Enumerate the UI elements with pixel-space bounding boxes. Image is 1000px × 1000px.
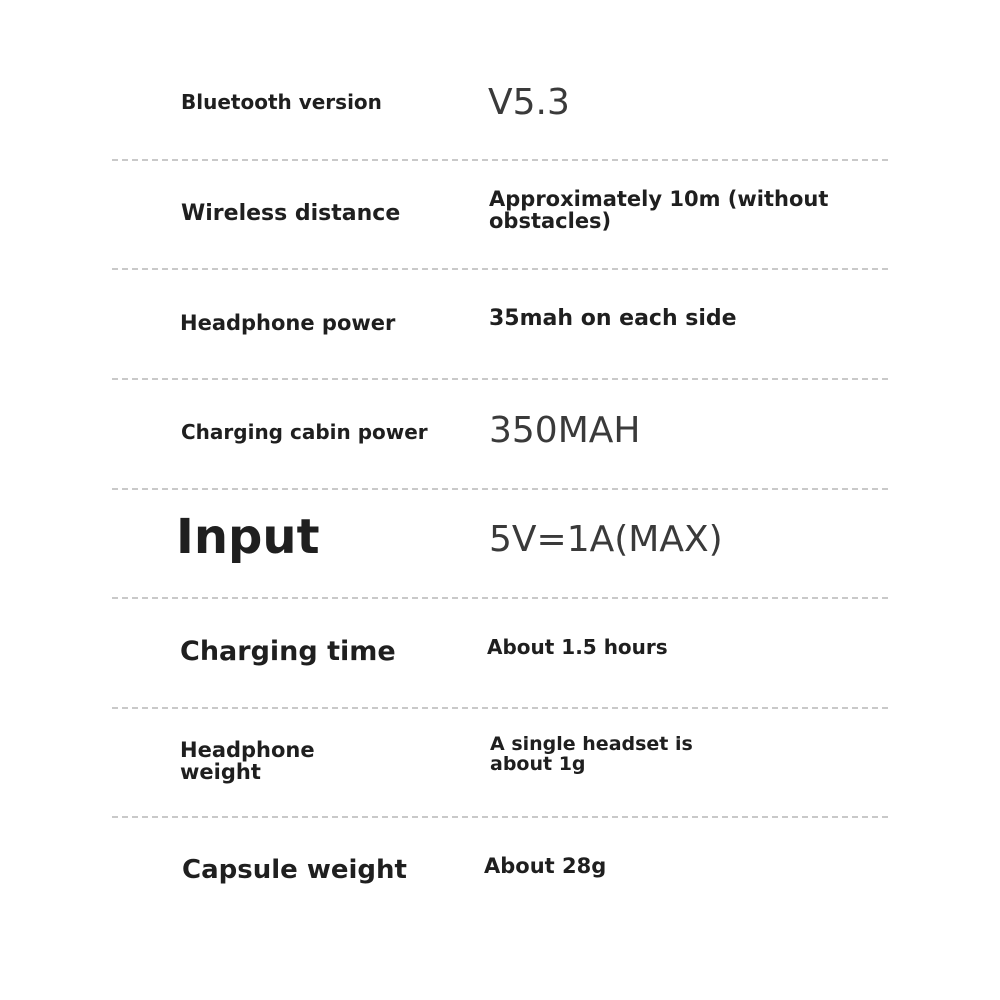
row-divider — [112, 488, 888, 490]
spec-label-capsule-weight: Capsule weight — [182, 855, 407, 885]
spec-label-charging-time: Charging time — [180, 636, 396, 667]
row-divider — [112, 268, 888, 270]
row-divider — [112, 378, 888, 380]
spec-value-wireless-distance: Approximately 10m (without obstacles) — [489, 187, 829, 234]
spec-value-headphone-weight: A single headset is about 1g — [490, 733, 693, 775]
spec-label-charging-cabin-power: Charging cabin power — [181, 420, 428, 444]
spec-value-charging-cabin-power: 350MAH — [489, 410, 641, 451]
spec-value-capsule-weight: About 28g — [484, 854, 607, 878]
spec-label-input: Input — [176, 509, 320, 565]
row-divider — [112, 597, 888, 599]
row-divider — [112, 816, 888, 818]
spec-value-input: 5V=1A(MAX) — [489, 519, 723, 560]
spec-label-headphone-power: Headphone power — [180, 311, 396, 335]
spec-label-headphone-weight: Headphone weight — [180, 738, 315, 785]
spec-label-wireless-distance: Wireless distance — [181, 201, 401, 226]
spec-label-bluetooth-version: Bluetooth version — [181, 90, 382, 114]
row-divider — [112, 159, 888, 161]
spec-value-bluetooth-version: V5.3 — [488, 82, 570, 123]
row-divider — [112, 707, 888, 709]
spec-value-charging-time: About 1.5 hours — [487, 635, 668, 659]
spec-value-headphone-power: 35mah on each side — [489, 306, 737, 331]
